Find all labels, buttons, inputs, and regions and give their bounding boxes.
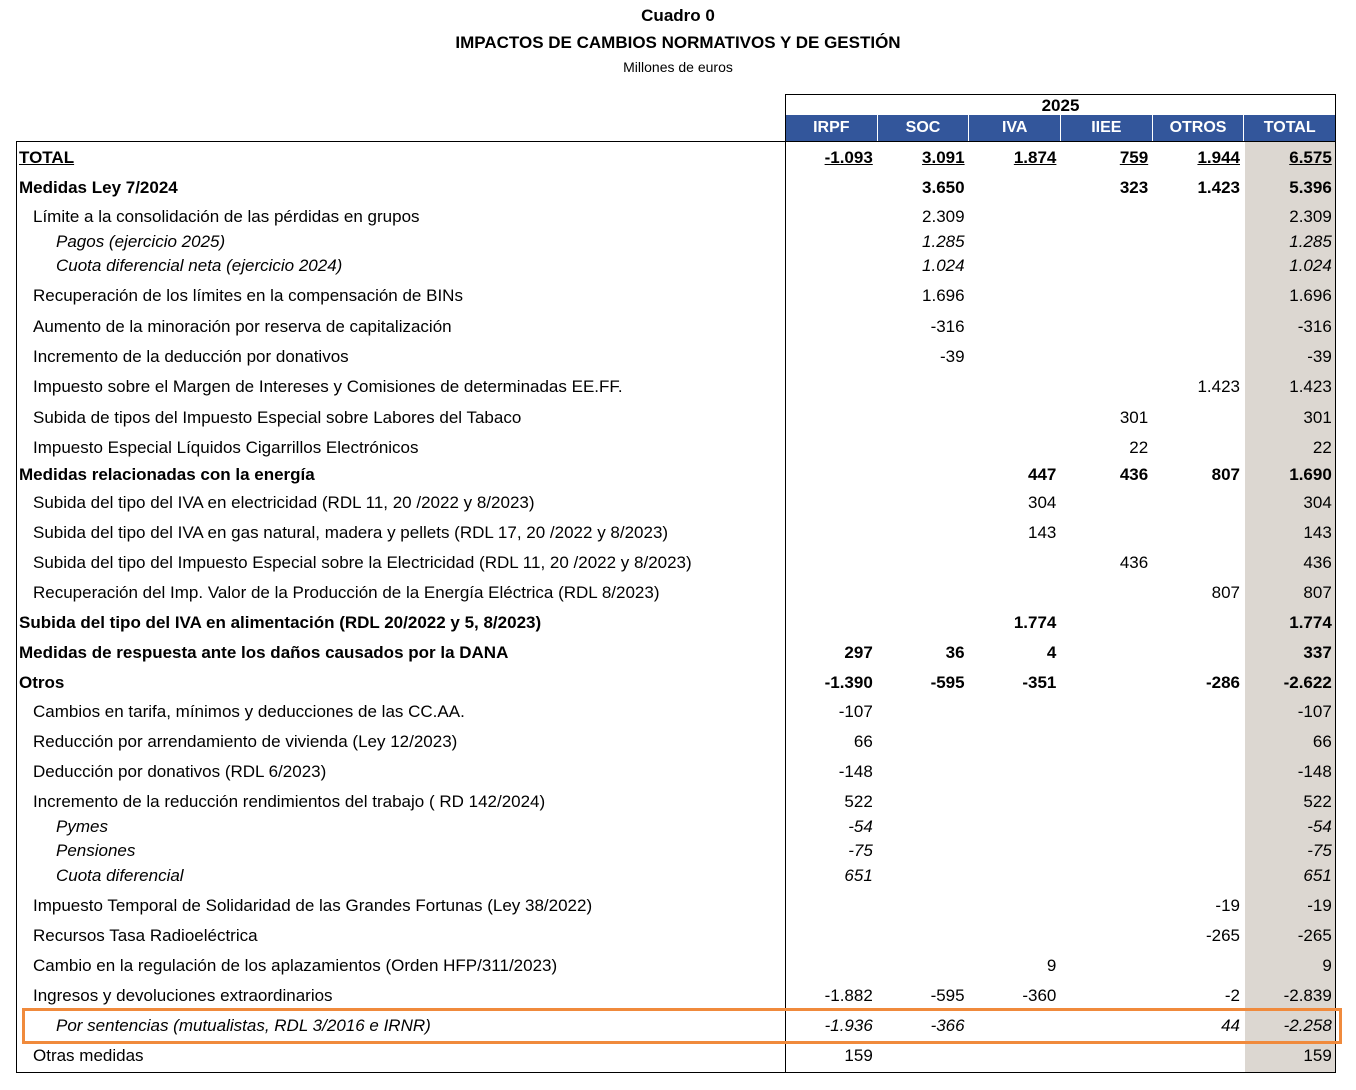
cell-total: 337 xyxy=(1303,643,1332,662)
row-label: Aumento de la minoración por reserva de capitalización xyxy=(33,317,452,336)
cell-irpf: -1.390 xyxy=(824,673,873,692)
table-row xyxy=(16,254,1336,278)
cell-soc: 36 xyxy=(945,643,965,662)
year-header: 2025 xyxy=(785,94,1336,115)
cell-irpf: 159 xyxy=(844,1046,873,1065)
cell-irpf: -1.093 xyxy=(824,148,873,167)
cell-irpf: -1.936 xyxy=(824,1016,873,1035)
cell-total: -75 xyxy=(1307,841,1332,860)
col-otros: OTROS xyxy=(1152,115,1244,141)
cell-soc: -316 xyxy=(930,317,965,336)
table-row xyxy=(16,790,1336,814)
table-subtitle: IMPACTOS DE CAMBIOS NORMATIVOS Y DE GESTIÓN xyxy=(455,33,901,52)
row-label: Medidas Ley 7/2024 xyxy=(19,178,178,197)
table-row xyxy=(16,839,1336,863)
cell-iiee: 323 xyxy=(1119,178,1149,197)
table-row xyxy=(16,581,1336,605)
cell-iva: 447 xyxy=(1028,465,1057,484)
col-iiee: IIEE xyxy=(1060,115,1152,141)
row-label: Otras medidas xyxy=(33,1046,144,1065)
table-row xyxy=(16,345,1336,369)
table-row xyxy=(16,924,1336,948)
cell-otros: 1.423 xyxy=(1197,178,1240,197)
cell-total: -2.622 xyxy=(1283,673,1332,692)
row-label: Recursos Tasa Radioeléctrica xyxy=(33,926,258,945)
cell-otros: 44 xyxy=(1221,1016,1240,1035)
table-row xyxy=(16,611,1336,635)
col-soc: SOC xyxy=(877,115,969,141)
table-row xyxy=(16,284,1336,308)
cell-total: -39 xyxy=(1307,347,1332,366)
cell-soc: -366 xyxy=(930,1016,965,1035)
table-row xyxy=(16,205,1336,229)
cell-total: 1.690 xyxy=(1289,465,1332,484)
row-label: Incremento de la reducción rendimientos del trabajo ( RD 142/2024) xyxy=(33,792,546,811)
cell-soc: 2.309 xyxy=(922,207,965,226)
cell-iva: 304 xyxy=(1028,493,1057,512)
cell-total: -2.258 xyxy=(1283,1016,1332,1035)
row-label: Impuesto Temporal de Solidaridad de las Grandes Fortunas (Ley 38/2022) xyxy=(33,896,593,915)
table-row xyxy=(16,521,1336,545)
cell-irpf: 522 xyxy=(844,792,873,811)
table-row xyxy=(16,671,1336,695)
cell-total: 304 xyxy=(1303,493,1332,512)
table-row xyxy=(16,760,1336,784)
row-label: Subida del tipo del IVA en alimentación (RDL 20/2022 y 5, 8/2023) xyxy=(19,613,542,632)
cell-total: 1.696 xyxy=(1289,286,1332,305)
cell-otros: -286 xyxy=(1205,673,1240,692)
row-label: Subida del tipo del IVA en electricidad (RDL 11, 20 /2022 y 8/2023) xyxy=(33,493,535,512)
row-label: Subida del tipo del Impuesto Especial sobre la Electricidad (RDL 11, 20 /2022 y 8/2023) xyxy=(33,553,692,572)
table-row xyxy=(16,815,1336,839)
cell-iva: 1.874 xyxy=(1013,148,1057,167)
table-row xyxy=(16,315,1336,339)
cell-irpf: -148 xyxy=(838,762,873,781)
cell-total: -107 xyxy=(1297,702,1332,721)
column-header-row xyxy=(785,115,1336,141)
row-label: Medidas de respuesta ante los daños causados por la DANA xyxy=(19,643,509,662)
table-row xyxy=(16,146,1336,170)
cell-total: -54 xyxy=(1307,817,1332,836)
cell-iiee: 436 xyxy=(1119,465,1149,484)
cell-iiee: 759 xyxy=(1119,148,1149,167)
row-label: Pensiones xyxy=(56,841,136,860)
cell-total: -265 xyxy=(1297,926,1332,945)
cell-irpf: -1.882 xyxy=(824,986,873,1005)
row-label: Reducción por arrendamiento de vivienda (Ley 12/2023) xyxy=(33,732,458,751)
cell-total: -2.839 xyxy=(1283,986,1332,1005)
table-row xyxy=(16,436,1336,460)
cell-total: 522 xyxy=(1303,792,1332,811)
table-row xyxy=(16,551,1336,575)
row-label: Cuota diferencial xyxy=(56,866,184,885)
cell-total: 6.575 xyxy=(1289,148,1332,167)
cell-irpf: -107 xyxy=(838,702,873,721)
table-title: Cuadro 0 xyxy=(641,6,715,25)
cell-otros: 807 xyxy=(1211,465,1240,484)
cell-total: 66 xyxy=(1312,732,1332,751)
table-row xyxy=(16,730,1336,754)
table-row xyxy=(16,491,1336,515)
table-row xyxy=(16,864,1336,888)
row-label: Pymes xyxy=(56,817,108,836)
highlight-box xyxy=(22,1008,1342,1044)
cell-otros: -19 xyxy=(1215,896,1240,915)
row-label: Recuperación del Imp. Valor de la Producción de la Energía Eléctrica (RDL 8/2023) xyxy=(33,583,660,602)
row-label: Cambios en tarifa, mínimos y deducciones de las CC.AA. xyxy=(33,702,465,721)
cell-total: 1.024 xyxy=(1289,256,1332,275)
cell-otros: -265 xyxy=(1205,926,1240,945)
cell-total: 2.309 xyxy=(1289,207,1332,226)
cell-soc: 1.024 xyxy=(922,256,965,275)
table-row xyxy=(16,954,1336,978)
row-label: TOTAL xyxy=(19,148,75,167)
table-row xyxy=(16,375,1336,399)
cell-irpf: 651 xyxy=(844,866,873,885)
row-label: Pagos (ejercicio 2025) xyxy=(56,232,226,251)
cell-irpf: 297 xyxy=(844,643,873,662)
cell-irpf: 66 xyxy=(853,732,873,751)
table-row xyxy=(16,230,1336,254)
cell-soc: 3.650 xyxy=(922,178,965,197)
table-row xyxy=(16,463,1336,487)
cell-total: 1.285 xyxy=(1289,232,1332,251)
cell-soc: 3.091 xyxy=(922,148,965,167)
cell-total: 436 xyxy=(1303,553,1332,572)
cell-iiee: 22 xyxy=(1129,438,1149,457)
cell-total: 159 xyxy=(1303,1046,1332,1065)
cell-otros: 1.423 xyxy=(1197,377,1240,396)
row-label: Cambio en la regulación de los aplazamientos (Orden HFP/311/2023) xyxy=(33,956,558,975)
cell-total: 1.774 xyxy=(1289,613,1332,632)
cell-iva: 4 xyxy=(1046,643,1057,662)
cell-otros: -2 xyxy=(1224,986,1240,1005)
row-label: Incremento de la deducción por donativos xyxy=(33,347,349,366)
row-label: Otros xyxy=(19,673,65,692)
cell-iva: -351 xyxy=(1022,673,1057,692)
cell-total: 22 xyxy=(1312,438,1332,457)
row-label: Recuperación de los límites en la compensación de BINs xyxy=(33,286,463,305)
row-label: Por sentencias (mutualistas, RDL 3/2016 e IRNR) xyxy=(56,1016,431,1035)
cell-soc: -595 xyxy=(930,986,965,1005)
cell-total: 807 xyxy=(1303,583,1332,602)
cell-iva: 9 xyxy=(1046,956,1057,975)
table-row xyxy=(16,641,1336,665)
row-label: Impuesto Especial Líquidos Cigarrillos Electrónicos xyxy=(33,438,419,457)
cell-iva: 1.774 xyxy=(1013,613,1057,632)
cell-otros: 807 xyxy=(1211,583,1240,602)
cell-otros: 1.944 xyxy=(1197,148,1240,167)
table-row xyxy=(16,406,1336,430)
row-label: Subida del tipo del IVA en gas natural, madera y pellets (RDL 17, 20 /2022 y 8/2023) xyxy=(33,523,669,542)
row-label: Subida de tipos del Impuesto Especial sobre Labores del Tabaco xyxy=(33,408,522,427)
col-irpf: IRPF xyxy=(786,115,877,141)
cell-iiee: 301 xyxy=(1119,408,1149,427)
table-units: Millones de euros xyxy=(623,59,733,75)
row-label: Deducción por donativos (RDL 6/2023) xyxy=(33,762,327,781)
cell-soc: -39 xyxy=(940,347,965,366)
row-label: Ingresos y devoluciones extraordinarios xyxy=(33,986,333,1005)
cell-total: 5.396 xyxy=(1289,178,1332,197)
row-label: Cuota diferencial neta (ejercicio 2024) xyxy=(56,256,343,275)
col-total: TOTAL xyxy=(1243,115,1335,141)
table-row xyxy=(16,894,1336,918)
table-row xyxy=(16,984,1336,1008)
cell-soc: 1.285 xyxy=(922,232,965,251)
cell-total: -148 xyxy=(1297,762,1332,781)
cell-soc: 1.696 xyxy=(922,286,965,305)
cell-iiee: 436 xyxy=(1119,553,1149,572)
cell-total: 1.423 xyxy=(1289,377,1332,396)
table-row xyxy=(16,176,1336,200)
table-row xyxy=(16,700,1336,724)
cell-soc: -595 xyxy=(930,673,965,692)
col-iva: IVA xyxy=(968,115,1060,141)
table-row xyxy=(16,1044,1336,1068)
cell-iva: 143 xyxy=(1028,523,1057,542)
row-label: Límite a la consolidación de las pérdidas en grupos xyxy=(33,207,420,226)
row-label: Medidas relacionadas con la energía xyxy=(19,465,315,484)
cell-total: 651 xyxy=(1303,866,1332,885)
cell-total: -316 xyxy=(1297,317,1332,336)
cell-irpf: -75 xyxy=(848,841,873,860)
cell-irpf: -54 xyxy=(848,817,873,836)
cell-iva: -360 xyxy=(1022,986,1057,1005)
cell-total: 301 xyxy=(1303,408,1332,427)
row-label: Impuesto sobre el Margen de Intereses y Comisiones de determinadas EE.FF. xyxy=(33,377,623,396)
cell-total: 143 xyxy=(1303,523,1332,542)
cell-total: -19 xyxy=(1307,896,1332,915)
cell-total: 9 xyxy=(1322,956,1332,975)
